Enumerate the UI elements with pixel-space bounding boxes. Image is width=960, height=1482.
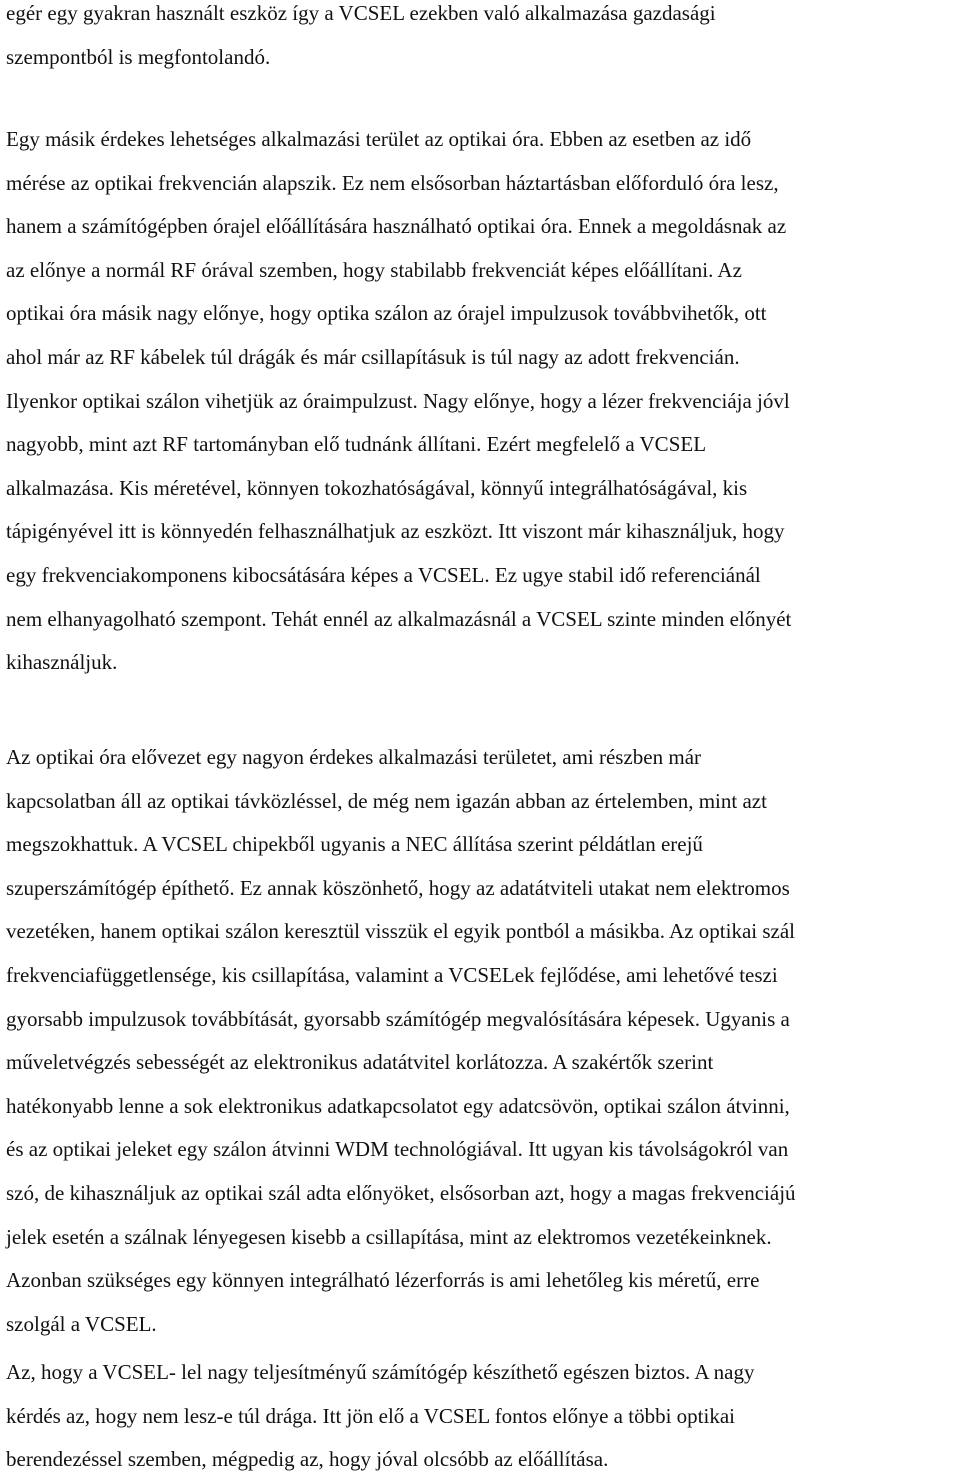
text-line: Az, hogy a VCSEL- lel nagy teljesítményű számítógép készíthető egészen biztos. A nagy: [6, 1360, 755, 1384]
text-line: frekvenciafüggetlensége, kis csillapítása, valamint a VCSELek fejlődése, ami lehetővé teszi: [6, 962, 778, 987]
text-line: szolgál a VCSEL.: [6, 1311, 157, 1336]
text-line: optikai óra másik nagy előnye, hogy optika szálon az órajel impulzusok továbbvihetők, ott: [6, 301, 767, 326]
text-line: egér egy gyakran használt eszköz így a VCSEL ezekben való alkalmazása gazdasági: [6, 1, 716, 25]
text-line: kapcsolatban áll az optikai távközléssel, de még nem igazán abban az értelemben, mint azt: [6, 788, 767, 813]
text-line: alkalmazása. Kis méretével, könnyen tokozhatóságával, könnyű integrálhatóságával, kis: [6, 475, 748, 500]
text-line: berendezéssel szemben, mégpedig az, hogy jóval olcsóbb az előállítása.: [6, 1447, 609, 1472]
text-line: Azonban szükséges egy könnyen integrálható lézerforrás is ami lehetőleg kis méretű, erre: [6, 1268, 760, 1293]
text-line: szó, de kihasználjuk az optikai szál adta előnyöket, elsősorban azt, hogy a magas frekvenciájú: [6, 1180, 796, 1205]
paragraph-intro-continuation: [6, 0, 716, 79]
text-line: szempontból is megfontolandó.: [6, 44, 271, 69]
text-line: mérése az optikai frekvencián alapszik. Ez nem elsősorban háztartásban előforduló óra lesz,: [6, 170, 779, 195]
text-line: szuperszámítógép építhető. Ez annak köszönhető, hogy az adatátviteli utakat nem elektromos: [6, 875, 790, 900]
paragraph-supercomputer: [6, 736, 796, 1346]
text-line: Egy másik érdekes lehetséges alkalmazási terület az optikai óra. Ebben az esetben az idő: [6, 127, 752, 151]
paragraph-cost-advantage: [6, 1351, 754, 1482]
text-line: megszokhattuk. A VCSEL chipekből ugyanis a NEC állítása szerint példátlan erejű: [6, 832, 703, 857]
text-line: az előnye a normál RF órával szemben, hogy stabilabb frekvenciát képes előállítani. Az: [6, 257, 742, 282]
text-line: tápigényével itt is könnyedén felhasználhatjuk az eszközt. Itt viszont már kihasználjuk, hogy: [6, 519, 785, 544]
text-line: ahol már az RF kábelek túl drágák és már csillapításuk is túl nagy az adott frekvencián.: [6, 344, 740, 369]
text-line: Ilyenkor optikai szálon vihetjük az óraimpulzust. Nagy előnye, hogy a lézer frekvenciája jóvl: [6, 388, 790, 413]
text-line: nem elhanyagolható szempont. Tehát ennél az alkalmazásnál a VCSEL szinte minden előnyét: [6, 606, 792, 631]
text-line: műveletvégzés sebességét az elektronikus adatátvitel korlátozza. A szakértők szerint: [6, 1050, 714, 1075]
text-line: és az optikai jeleket egy szálon átvinni WDM technológiával. Itt ugyan kis távolságokról van: [6, 1137, 789, 1162]
text-line: kérdés az, hogy nem lesz-e túl drága. Itt jön elő a VCSEL fontos előnye a többi optikai: [6, 1403, 735, 1428]
text-line: jelek esetén a szálnak lényegesen kisebb a csillapítása, mint az elektromos vezetékeinknek.: [6, 1224, 772, 1249]
text-line: egy frekvenciakomponens kibocsátására képes a VCSEL. Ez ugye stabil idő referenciánál: [6, 562, 761, 587]
text-line: vezetéken, hanem optikai szálon keresztül visszük el egyik pontból a másikba. Az optikai szál: [6, 919, 796, 944]
text-line: gyorsabb impulzusok továbbítását, gyorsabb számítógép megvalósítására képesek. Ugyanis a: [6, 1006, 790, 1031]
text-line: hanem a számítógépben órajel előállítására használható optikai óra. Ennek a megoldásnak az: [6, 214, 787, 239]
text-line: Az optikai óra elővezet egy nagyon érdekes alkalmazási területet, ami részben már: [6, 745, 702, 769]
text-line: hatékonyabb lenne a sok elektronikus adatkapcsolatot egy adatcsövön, optikai szálon átvinni,: [6, 1093, 790, 1118]
text-line: kihasználjuk.: [6, 650, 118, 675]
text-line: nagyobb, mint azt RF tartományban elő tudnánk állítani. Ezért megfelelő a VCSEL: [6, 432, 707, 457]
paragraph-optical-clock: [6, 118, 791, 685]
